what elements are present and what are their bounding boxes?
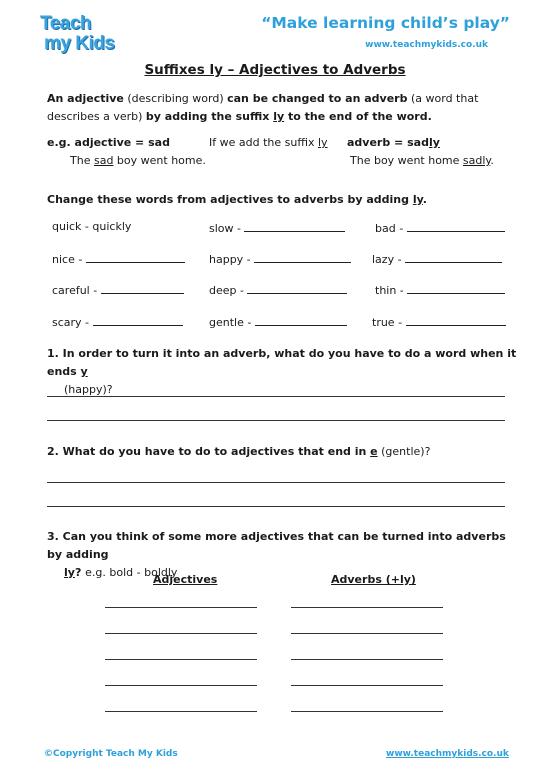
word-gentle-label: gentle - (209, 316, 252, 329)
logo-line-2: my Kids (44, 33, 115, 54)
word-slow-label: slow - (209, 222, 241, 235)
example-adverb-label: adverb = (347, 136, 408, 149)
page-title (0, 62, 550, 78)
question-1-text: 1. In order to turn it into an adverb, what do you have to do a word when it ends (47, 347, 517, 378)
word-slow (209, 220, 345, 235)
sentence1-word: sad (93, 154, 114, 167)
word-scary (52, 314, 183, 329)
question-3-text: 3. Can you think of some more adjectives that can be turned into adverbs by adding (47, 530, 506, 561)
word-true (372, 314, 506, 329)
answer-happy-blank[interactable] (254, 251, 351, 263)
answer-nice-blank[interactable] (86, 251, 185, 263)
answer-gentle-blank[interactable] (255, 314, 347, 326)
question-1-y: y (80, 365, 88, 378)
intro-part7: to the end of the word. (284, 110, 432, 123)
example-adverb-base: sad (407, 136, 429, 149)
word-nice (52, 251, 185, 266)
question-1 (47, 345, 517, 399)
word-thin-label: thin - (375, 284, 404, 297)
question-2-example: (gentle)? (377, 445, 431, 458)
word-bad (375, 220, 505, 235)
column-header-adverbs: Adverbs (+ly) (331, 573, 416, 586)
example-sentence-1 (70, 154, 206, 167)
word-lazy (372, 251, 502, 266)
word-happy (209, 251, 351, 266)
adverb-answer-line-3[interactable] (291, 659, 443, 660)
header-website: www.teachmykids.co.uk (365, 40, 488, 50)
teach-my-kids-logo (40, 14, 120, 54)
answer-line-q2-2[interactable] (47, 506, 505, 507)
sentence1-pre: The (70, 154, 94, 167)
sentence1-post: boy went home. (113, 154, 206, 167)
adjective-answer-line-4[interactable] (105, 685, 257, 686)
word-scary-label: scary - (52, 316, 90, 329)
page-title-text: Suffixes ly – Adjectives to Adverbs (144, 62, 406, 78)
adjective-answer-line-1[interactable] (105, 607, 257, 608)
word-bad-label: bad - (375, 222, 404, 235)
sentence2-pre: The boy went home (350, 154, 463, 167)
word-careful (52, 282, 184, 297)
answer-line-q1-1[interactable] (47, 396, 505, 397)
word-happy-label: happy - (209, 253, 251, 266)
adjective-answer-line-3[interactable] (105, 659, 257, 660)
intro-paragraph (47, 90, 517, 126)
word-nice-label: nice - (52, 253, 83, 266)
instruction-end: . (422, 193, 427, 206)
footer-website-link[interactable]: www.teachmykids.co.uk (386, 749, 509, 759)
word-gentle (209, 314, 347, 329)
sentence2-word: sadly (462, 154, 491, 167)
word-careful-label: careful - (52, 284, 98, 297)
sentence2-post: . (490, 154, 494, 167)
answer-line-q2-1[interactable] (47, 482, 505, 483)
adverb-answer-line-2[interactable] (291, 633, 443, 634)
intro-part3: can be changed to an adverb (227, 92, 408, 105)
word-lazy-label: lazy - (372, 253, 402, 266)
answer-bad-blank[interactable] (407, 220, 505, 232)
example-sentence-2 (350, 154, 494, 167)
answer-lazy-blank[interactable] (405, 251, 502, 263)
word-deep (209, 282, 347, 297)
instruction-text: Change these words from adjectives to adverbs by adding (47, 193, 413, 206)
intro-part2: (describing word) (123, 92, 228, 105)
example-middle-text: If we add the suffix (209, 136, 318, 149)
adverb-answer-line-1[interactable] (291, 607, 443, 608)
answer-true-blank[interactable] (406, 314, 506, 326)
instruction-suffix: ly (412, 193, 423, 206)
word-quick: quick - quickly (52, 220, 132, 233)
question-3 (47, 528, 517, 582)
question-3-example: e.g. bold - boldly (85, 566, 178, 579)
intro-part4: (a word that describes a verb) (47, 92, 479, 123)
example-middle-suffix: ly (317, 136, 328, 149)
answer-careful-blank[interactable] (101, 282, 184, 294)
answer-scary-blank[interactable] (93, 314, 183, 326)
word-true-label: true - (372, 316, 403, 329)
footer-copyright: ©Copyright Teach My Kids (44, 749, 178, 759)
intro-part6: ly (273, 110, 285, 123)
question-2-e: e (370, 445, 378, 458)
intro-part1: An adjective (47, 92, 124, 105)
question-3-mark: ? (74, 566, 86, 579)
adjective-answer-line-5[interactable] (105, 711, 257, 712)
word-thin (375, 282, 505, 297)
example-middle (209, 136, 328, 149)
example-label: e.g. adjective = sad (47, 136, 170, 149)
adverb-answer-line-4[interactable] (291, 685, 443, 686)
question-3-ly: ly (64, 566, 75, 579)
logo-line-1: Teach (40, 13, 92, 34)
question-1-example: (happy)? (64, 383, 113, 396)
adverb-answer-line-5[interactable] (291, 711, 443, 712)
question-2 (47, 445, 430, 458)
instruction (47, 193, 427, 206)
answer-thin-blank[interactable] (407, 282, 505, 294)
example-adverb (347, 136, 440, 149)
intro-part5: by adding the suffix (145, 110, 274, 123)
tagline: “Make learning child’s play” (261, 14, 510, 32)
word-deep-label: deep - (209, 284, 244, 297)
column-header-adjectives: Adjectives (153, 573, 218, 586)
answer-line-q1-2[interactable] (47, 420, 505, 421)
answer-deep-blank[interactable] (247, 282, 347, 294)
question-2-text: 2. What do you have to do to adjectives that end in (47, 445, 371, 458)
answer-slow-blank[interactable] (244, 220, 345, 232)
adjective-answer-line-2[interactable] (105, 633, 257, 634)
example-adverb-suffix: ly (428, 136, 440, 149)
